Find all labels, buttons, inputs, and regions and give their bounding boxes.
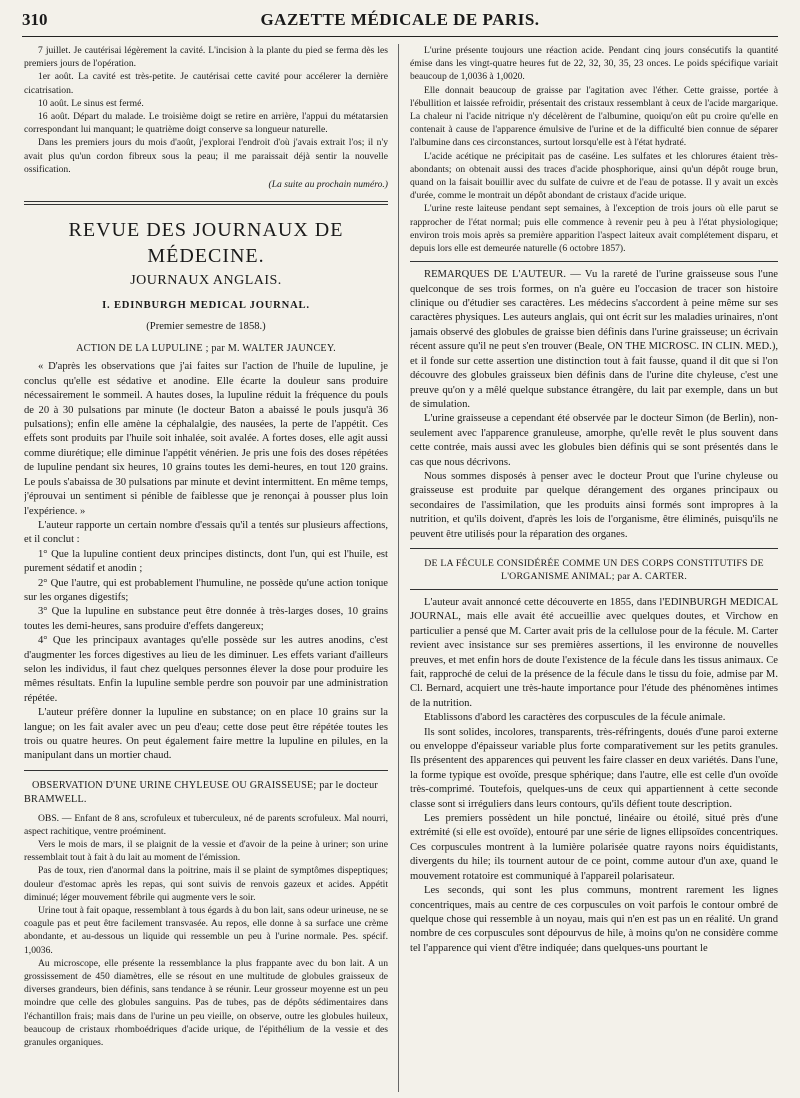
article-rule (410, 589, 778, 590)
paragraph: Etablissons d'abord les caractères des corpuscules de la fécule animale. (424, 712, 726, 724)
paragraph: L'urine présente toujours une réaction acide. Pendant cinq jours consécutifs la quantité émise dans les vingt-quatre heures fut de 22, 32, 30, 35, 23 onces. Le poids spécifique variait beaucoup de 1,0036 à 1,0020. (410, 45, 778, 83)
paragraph: Ils sont solides, incolores, transparents, très-réfringents, doués d'une paroi externe ou enveloppe d'épaisseur variable plus forte comparativement sur les petits granules. Ils présentent des apparences qui peuvent les faire classer en deux variétés. Dans l'une, la forme typique est ovoïde, presque sphérique; dans l'autre, elle est celle d'un ovoïde très-comprimé. Toutefois, quelques-uns de ceux qui appartiennent à cette seconde classe sont si irréguliers dans leurs contours, qu'ils défient toute description. (410, 726, 778, 810)
semester-note: (Premier semestre de 1858.) (146, 320, 266, 332)
paragraph: L'auteur avait annoncé cette découverte en 1855, dans l'EDINBURGH MEDICAL JOURNAL, mais elle avait été accueillie avec quelques doutes, et Virchow en particulier a pensé que M. Carter avait pris de la cellulose pour de la fécule. M. Carter revient avec insistance sur ses premières assertions, il les environne de nouvelles preuves, et met enfin hors de doute l'existence de la fécule dans les tissus animaux. Ce fait, rapproché de celui de la présence de la fécule dans le tissu du foie, admise par M. Cl. Bernard, acquiert une très-haute importance pour l'étude des phénomènes intimes de la nutrition. (410, 596, 778, 709)
paragraph: Elle donnait beaucoup de graisse par l'agitation avec l'éther. Cette graisse, portée à l'ébullition et laissée refroidir, présentait des cristaux ressemblant à ceux de l'acide margarique. La chaleur ni l'acide nitrique n'y décelèrent de l'albumine, quoiqu'on eût pu croire qu'elle en contenait à cause de l'apparence émulsive de l'urine et de la difficulté bien connue de séparer l'albumine dans ces circonstances, surtout lorsqu'elle est à l'état hydraté. (410, 84, 778, 149)
paragraph: Pas de toux, rien d'anormal dans la poitrine, mais il se plaint de symptômes dispeptiques; douleur d'estomac après les repas, qui sont suivis de renvois gazeux et acides. Appétit diminué; léger mouvement fébrile qui augmente vers le soir. (24, 865, 388, 903)
section-subtitle: JOURNAUX ANGLAIS. (130, 273, 282, 289)
article-rule (410, 261, 778, 262)
section-rule (24, 201, 388, 205)
list-item: 1° Que la lupuline contient deux principes distincts, dont l'un, qui est l'huile, est purement sédatif et anodin ; (24, 548, 388, 575)
paragraph: 10 août. Le sinus est fermé. (38, 97, 144, 109)
paragraph: 16 août. Départ du malade. Le troisième doigt se retire en arrière, l'appui du métatarsien correspondant lui manquant; le quatrième doigt conserve sa longueur naturelle. (24, 111, 388, 136)
article-title: ACTION DE LA LUPULINE ; par M. WALTER JAUNCEY. (76, 343, 336, 355)
page-number: 310 (22, 10, 48, 29)
section-title: REVUE DES JOURNAUX DE MÉDECINE. (68, 219, 344, 268)
paragraph: L'auteur préfère donner la lupuline en substance; on en place 10 grains sur la langue; on les fait avaler avec un peu d'eau; cette dose peut être répétée toutes les trois ou quatre heures. On peut également faire mettre la lupuline en pilules, en la manipulant dans un mortier chaud. (24, 707, 388, 762)
column-divider (398, 44, 399, 1092)
page-header (22, 6, 778, 37)
right-column (410, 44, 778, 1094)
list-item: 3° Que la lupuline en substance peut être donnée à très-larges doses, 10 grains toutes les demi-heures, sans produire d'effets dangereux; (24, 606, 388, 632)
article-title: DE LA FÉCULE CONSIDÉRÉE COMME UN DES CORPS CONSTITUTIFS DE L'ORGANISME ANIMAL; par A. CARTER. (424, 557, 764, 582)
paragraph: Dans les premiers jours du mois d'août, j'explorai l'endroit d'où j'avais extrait l'os; il n'y avait plus qu'un cordon fibreux sous la peau; il me paraissait déjà sentir la nouvelle ossification. (24, 137, 388, 175)
paragraph: L'urine reste laiteuse pendant sept semaines, à l'exception de trois jours où elle parut se rapprocher de l'état normal; puis elle commence à revenir peu à peu à l'état physiologique; environ trois mois après sa première apparition l'aspect laiteux avait complétement disparu, et depuis lors elle est demeurée naturelle (6 octobre 1857). (410, 203, 778, 255)
remarks-paragraph (410, 268, 778, 412)
conclusions-list (24, 548, 388, 706)
remarks-text: — Vu la rareté de l'urine graisseuse sous l'une quelconque de ses trois formes, on n'a guère eu l'occasion de tracer son histoire clinique ou d'étudier ses caractères. Les médecins s'accordent à peine même sur ses caractères physiques. Les auteurs anglais, qui ont écrit sur les maladies urinaires, n'ont jamais observé des globules de graisse bien définis dans l'urine graisseuse; un écrivain récent assure qu'il ne peut s'en trouver (Beale, ON THE MICROSC. IN CLIN. MED.), et il fonde sur cette assertion une distinction tout à fait fausse, quand il dit que si l'on découvre des globules graisseux bien définis dans de l'urine dite chyleuse, c'est une preuve qu'on y a mêlé quelque substance étrangère, du lait par exemple, dans un but de simulation. (410, 269, 778, 410)
paragraph: OBS. — Enfant de 8 ans, scrofuleux et tuberculeux, né de parents scrofuleux. Mal nourri, aspect rachitique, ventre proéminent. (24, 812, 388, 837)
paragraph: Nous sommes disposés à penser avec le docteur Prout que l'urine chyleuse ou graisseuse est produite par quelque dérangement des organes principaux ou secondaires de l'assimilation, que les produits ainsi formés sont impropres à la nutrition, et qu'ils doivent, d'après les lois de l'organisme, être éliminés, puisqu'ils ne peuvent être utilisés pour la réparation des organes. (410, 470, 778, 540)
paragraph: Vers le mois de mars, il se plaignit de la vessie et d'avoir de la peine à uriner; son urine ressemblait tout à fait à du lait au moment de l'émission. (24, 839, 388, 864)
article-rule (410, 548, 778, 549)
paragraph: Au microscope, elle présente la ressemblance la plus frappante avec du bon lait. A un grossissement de 450 diamètres, elle se résout en une multitude de globules graisseux de diverses grandeurs, bien définis, sans tendance à se réunir. Leur grosseur moyenne est un peu moindre que celle des globules sanguins. Pas de tubes, pas de dépôts sédimentaires dans l'échantillon frais; mais dans de l'urine un peu vieille, on observe, outre les globules huileux, beaucoup de cristaux rhomboédriques d'acide urique, de l'épithélium de la vessie et des granules organiques. (24, 957, 388, 1049)
article-rule (24, 770, 388, 771)
paragraph: Les seconds, qui sont les plus communs, montrent rarement les lignes concentriques, mais au centre de ces corpuscules on voit parfois le contour ombré de quelque chose qui ressemble à un noyau, mais qui n'en est pas un en réalité. Un grand nombre de ces corpuscules sont dépourvus de hile, à moins qu'on ne considère comme tel l'apparence qui vient d'être indiquée; dans quelques-uns pourtant le (410, 885, 778, 954)
paragraph: 7 juillet. Je cautérisai légèrement la cavité. L'incision à la plante du pied se ferma dès les premiers jours de l'opération. (24, 45, 388, 70)
paragraph: Les premiers possèdent un hile ponctué, linéaire ou étoilé, situé près d'une extrémité (si elle est ovoïde), entouré par une série de lignes ellipsoïdes concentriques. Ces corpuscules montrent à la lumière polarisée quatre rayons noirs équidistants, divergents du hile; ils tournent autour de ce point, comme autour d'un axe, quand le mouvement rotatoire est communiqué à l'appareil polarisateur. (410, 813, 778, 882)
journal-heading: I. EDINBURGH MEDICAL JOURNAL. (102, 300, 310, 312)
paragraph: « D'après les observations que j'ai faites sur l'action de l'huile de lupuline, je conclus qu'elle est sédative et anodine. Elle écarte la douleur sans produire nécessairement le sommeil. A hautes doses, la lupuline réduit la fréquence du pouls de 20 à 30 pulsations par minute (le docteur Baton a abaissé le pouls jusqu'à 36 pulsations); enfin elle amène la céphalalgie, des nausées, la perte de l'appétit. Ces effets sont produits par l'huile soit inhalée, soit avalée. A fortes doses, elle agit aussi comme diurétique; elle diminue l'appétit vénérien. Je pris une fois des doses répétées de lupuline pendant six heures, 10 grains toutes les demi-heures, en tout 120 grains. Le pouls s'abaissa de 30 pulsations par minute et devint intermittent. En même temps, j'éprouvai un sentiment si pénible de faiblesse que je renonçai à pousser plus loin l'expérience. » (24, 361, 388, 517)
remarks-label: REMARQUES DE L'AUTEUR. (424, 269, 566, 281)
list-item: 2° Que l'autre, qui est probablement l'humuline, ne possède qu'une action tonique sur les organes digestifs; (24, 577, 388, 603)
paragraph: 1er août. La cavité est très-petite. Je cautérisai cette cavité pour accélerer la dernière cicatrisation. (24, 71, 388, 96)
journal-title: GAZETTE MÉDICALE DE PARIS. (260, 10, 540, 29)
paragraph: L'acide acétique ne précipitait pas de caséine. Les sulfates et les chlorures étaient très-abondants; on obtenait aussi des traces d'acide phosphorique, ainsi qu'un dépôt rouge brun, quand on la faisait bouillir avec du sulfate de cuivre et de l'eau de potasse. Il y avait un excès d'urée, comme le montrait un dépôt abondant de cristaux d'acide urique. (410, 150, 778, 202)
continuation-note: (La suite au prochain numéro.) (268, 179, 388, 191)
article-title: OBSERVATION D'UNE URINE CHYLEUSE OU GRAISSEUSE; par le docteur BRAMWELL. (24, 779, 379, 806)
paragraph: L'urine graisseuse a cependant été observée par le docteur Simon (de Berlin), non-seulement avec l'apparence granuleuse, amorphe, qu'elle revêt le plus souvent dans cette contrée, mais aussi avec les globules bien définis qui se sont présentés dans le cas que nous décrivons. (410, 413, 778, 468)
paragraph: Urine tout à fait opaque, ressemblant à tous égards à du bon lait, sans odeur urineuse, ne se coagule pas et peut être facilement transvasée. Au repos, elle donne à sa surface une crème abondante, et au-dessous un liquide qui ressemble un peu à l'urine normale. Pes. spécif. 1,0036. (24, 905, 388, 956)
list-item: 4° Que les principaux avantages qu'elle possède sur les autres anodins, c'est d'augmenter les forces digestives au lieu de les diminuer. Les effets variant d'ailleurs selon les individus, il faut chez quelques personnes élever la dose pour produire les mêmes résultats. Enfin la lupuline semble perdre son pouvoir par une administration répétée. (24, 635, 388, 704)
left-column (24, 44, 388, 1094)
paragraph: L'auteur rapporte un certain nombre d'essais qu'il a tentés sur plusieurs affections, et il conclut : (24, 519, 388, 546)
